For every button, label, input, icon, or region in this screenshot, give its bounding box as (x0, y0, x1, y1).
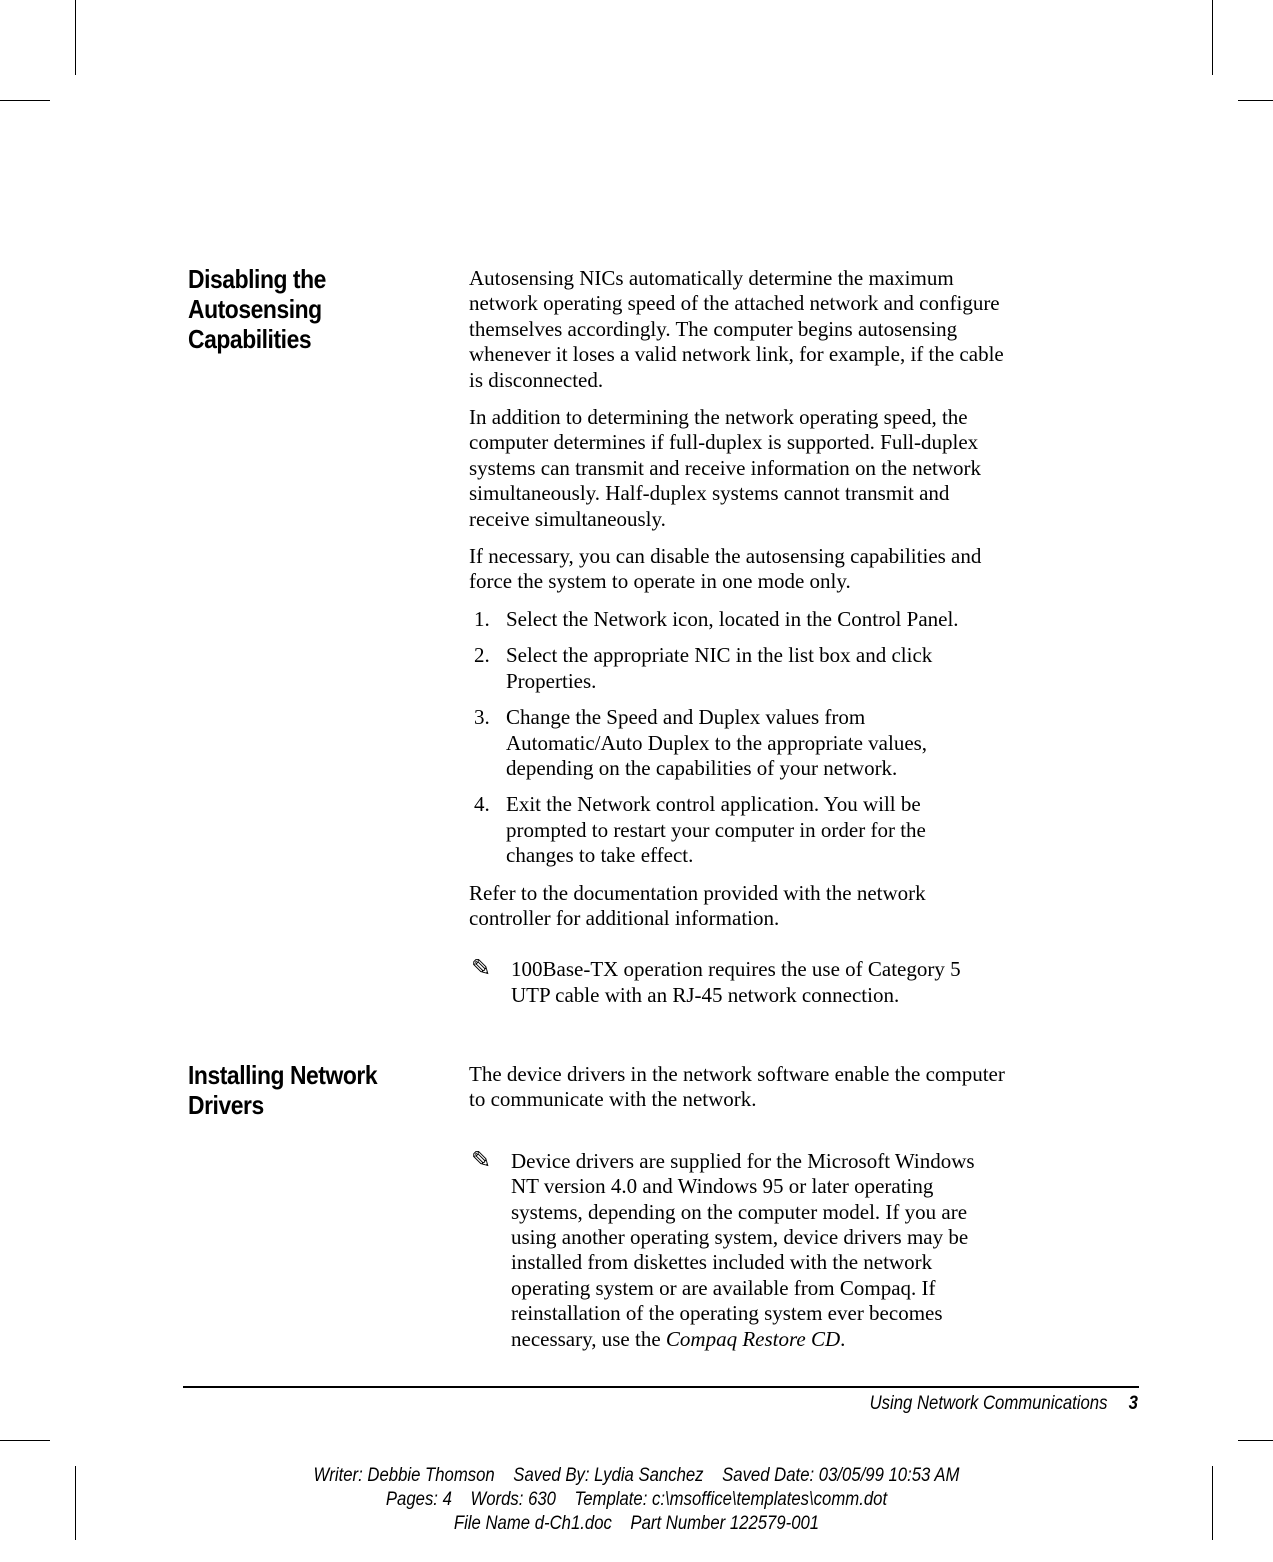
text-line: controller for additional information. (469, 905, 780, 930)
section-body-installing-drivers (469, 1062, 1079, 1352)
text-line: 100Base-TX operation requires the use of Category 5 (511, 957, 961, 982)
heading-line: Drivers (188, 1090, 264, 1120)
text-line: In addition to determining the network operating speed, the (469, 405, 968, 430)
list-item-step-1 (469, 607, 1079, 632)
text-line: Select the appropriate NIC in the list box and click (506, 643, 933, 668)
text-line: receive simultaneously. (469, 506, 666, 531)
text-line: Refer to the documentation provided with the network (469, 880, 926, 905)
text-line: to communicate with the network. (469, 1087, 757, 1112)
text-line: Autosensing NICs automatically determine the maximum (469, 266, 954, 290)
step-number: 4. (474, 792, 490, 817)
text-line: reinstallation of the operating system ever becomes (511, 1301, 943, 1326)
heading-line: Autosensing (188, 294, 322, 324)
list-item-step-2 (469, 643, 1079, 694)
text-line: is disconnected. (469, 367, 604, 392)
step-number: 3. (474, 705, 490, 730)
text-fragment: . (840, 1326, 846, 1351)
doc-info-line: Writer: Debbie Thomson Saved By: Lydia Sanchez Saved Date: 03/05/99 10:53 AM (313, 1465, 960, 1486)
text-line: Change the Speed and Duplex values from (506, 705, 866, 730)
text-line: Properties. (506, 668, 597, 693)
heading-line: Capabilities (188, 324, 312, 354)
text-line: If necessary, you can disable the autosensing capabilities and (469, 544, 982, 569)
text-line: Select the Network icon, located in the Control Panel. (506, 606, 959, 631)
text-fragment: necessary, use the (511, 1326, 666, 1351)
text-line: The device drivers in the network software enable the computer (469, 1062, 1005, 1086)
crop-mark-bottom-right-horizontal (1238, 1440, 1273, 1441)
text-line: prompted to restart your computer in order for the (506, 817, 926, 842)
doc-info-line: Pages: 4 Words: 630 Template: c:\msoffice\templates\comm.dot (385, 1489, 888, 1510)
text-line: Device drivers are supplied for the Microsoft Windows (511, 1148, 975, 1173)
paragraph-full-duplex (469, 405, 1079, 532)
list-item-step-3 (469, 705, 1079, 781)
crop-mark-bottom-left-horizontal (0, 1440, 50, 1441)
text-line: changes to take effect. (506, 843, 694, 868)
section-heading-disabling-autosensing (188, 264, 408, 354)
document-info-block (0, 1464, 1273, 1536)
text-line: force the system to operate in one mode only. (469, 569, 851, 594)
text-line: systems, depending on the computer model. If you are (511, 1199, 968, 1224)
text-line: using another operating system, device drivers may be (511, 1225, 969, 1250)
text-line: whenever it loses a valid network link, for example, if the cable (469, 342, 1004, 367)
note-100base-tx (469, 954, 1079, 1008)
text-line: depending on the capabilities of your network. (506, 755, 898, 780)
text-line: UTP cable with an RJ-45 network connection. (511, 982, 900, 1007)
page-footer (870, 1392, 1138, 1416)
text-line-last (511, 1327, 1079, 1352)
paragraph-refer-documentation (469, 881, 1079, 932)
crop-mark-top-right-vertical (1212, 0, 1213, 75)
note-device-drivers (469, 1145, 1079, 1352)
text-line: simultaneously. Half-duplex systems cannot transmit and (469, 481, 950, 506)
crop-mark-top-left-horizontal (0, 100, 50, 101)
crop-mark-top-left-vertical (75, 0, 76, 75)
section-body-disabling-autosensing (469, 266, 1079, 1008)
chapter-title: Using Network Communications (869, 1393, 1108, 1414)
text-line: operating system or are available from Compaq. If (511, 1275, 936, 1300)
text-line: installed from diskettes included with the network (511, 1250, 933, 1275)
heading-line: Installing Network (188, 1060, 378, 1090)
text-line: systems can transmit and receive information on the network (469, 455, 982, 480)
step-number: 1. (474, 606, 490, 631)
step-number: 2. (474, 643, 490, 668)
paragraph-disable-autosensing (469, 544, 1079, 595)
footer-rule (183, 1386, 1139, 1388)
pencil-note-icon: ✎ (471, 1145, 492, 1174)
paragraph-device-drivers-intro (469, 1062, 1079, 1113)
restore-cd-title: Compaq Restore CD (665, 1326, 841, 1351)
text-line: NT version 4.0 and Windows 95 or later operating (511, 1174, 934, 1199)
page-number: 3 (1128, 1393, 1138, 1414)
text-line: network operating speed of the attached network and configure (469, 291, 1000, 316)
procedure-steps-list (469, 607, 1079, 869)
pencil-note-icon: ✎ (471, 954, 492, 983)
text-line: themselves accordingly. The computer begins autosensing (469, 316, 958, 341)
doc-info-line: File Name d-Ch1.doc Part Number 122579-001 (453, 1513, 820, 1534)
section-heading-installing-drivers (188, 1060, 408, 1120)
paragraph-autosensing-intro (469, 266, 1079, 393)
text-line: computer determines if full-duplex is supported. Full-duplex (469, 430, 979, 455)
text-line: Exit the Network control application. You will be (506, 792, 921, 817)
heading-line: Disabling the (188, 264, 326, 294)
list-item-step-4 (469, 792, 1079, 868)
text-line: Automatic/Auto Duplex to the appropriate values, (506, 730, 928, 755)
crop-mark-top-right-horizontal (1238, 100, 1273, 101)
